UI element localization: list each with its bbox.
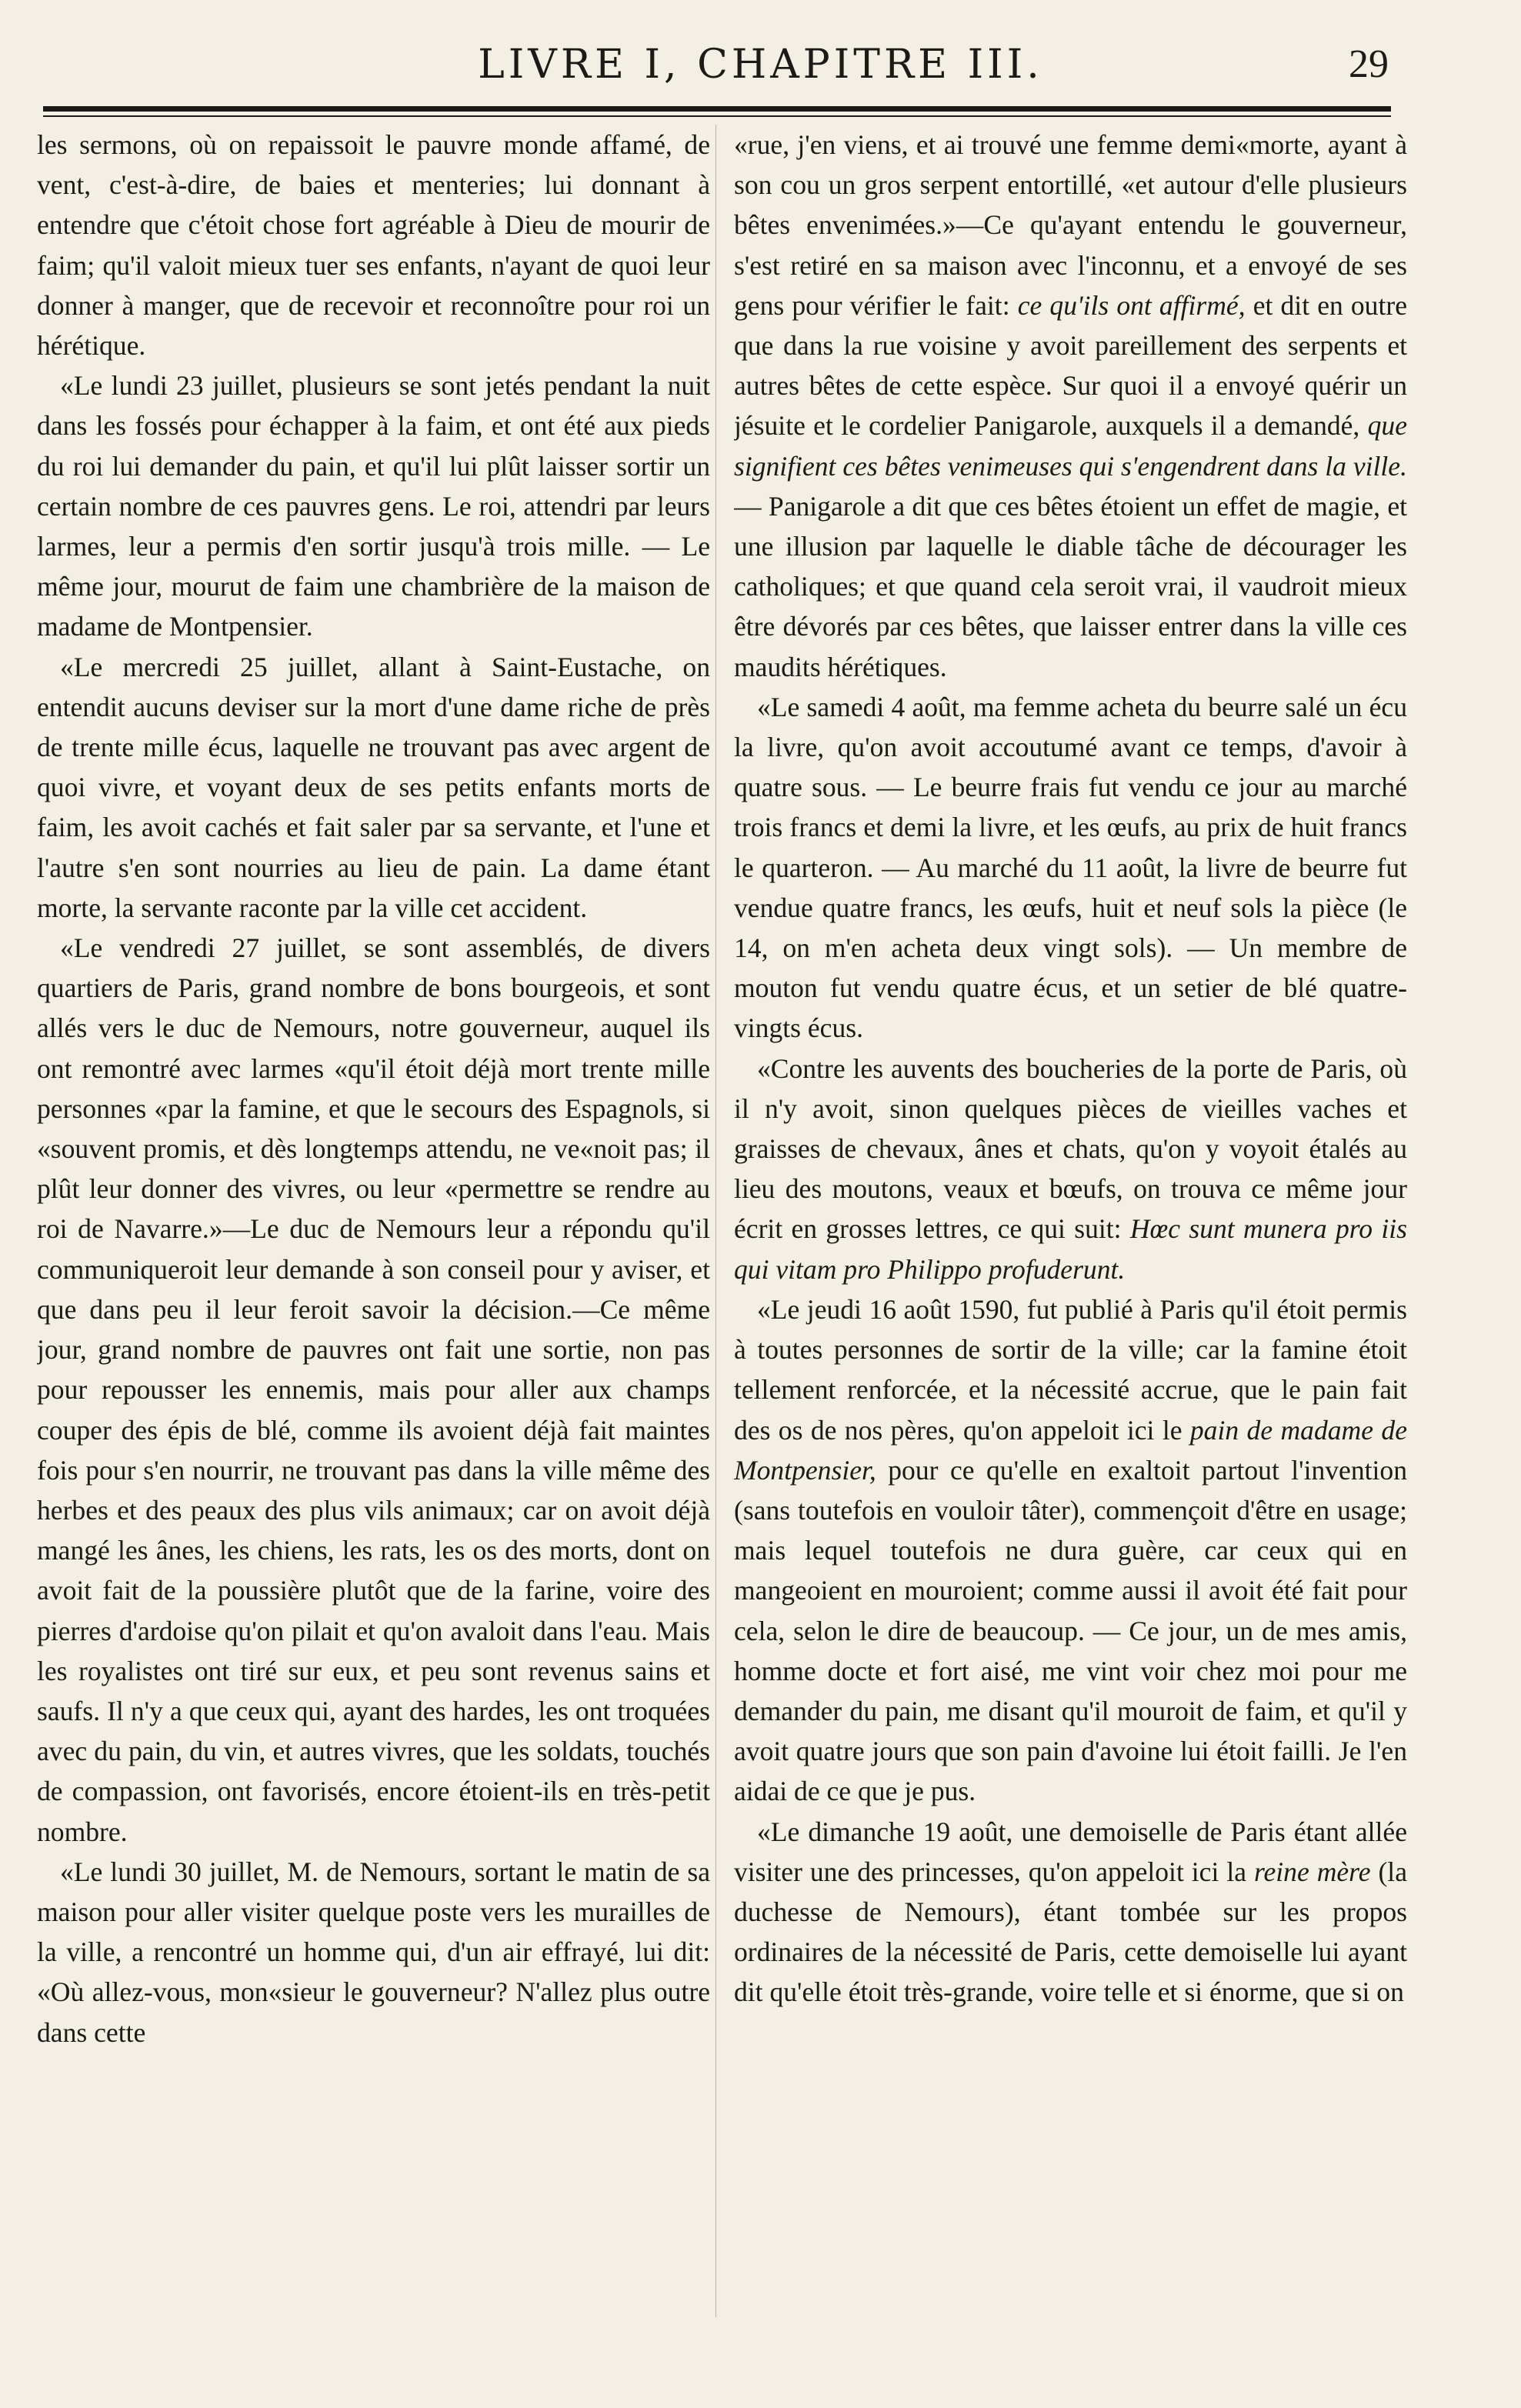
paragraph: «Le vendredi 27 juillet, se sont assemblés, de divers quartiers de Paris, grand nombre de bons bourgeois, et sont allés vers le duc de Nemours, notre gouverneur, auquel ils ont remontré avec larmes «qu'il étoit déjà mort trente mille personnes «par la famine, et que le secours des Espagnols, si «souvent promis, et dès longtemps attendu, ne ve«noit pas; il plût leur donner des vivres, ou leur «permettre se rendre au roi de Navarre.»—Le duc de Nemours leur a répondu qu'il communiqueroit leur demande à son conseil pour y aviser, et que dans peu il leur feroit savoir la décision.—Ce même jour, grand nombre de pauvres ont fait une sortie, non pas pour repousser les ennemis, mais pour aller aux champs couper des épis de blé, comme ils avoient déjà fait maintes fois pour s'en nourrir, ne trouvant pas dans la ville même des herbes et des peaux des plus vils animaux; car on avoit déjà mangé les ânes, les chiens, les rats, les os des morts, dont on avoit fait de la poussière plutôt que de la farine, voire des pierres d'ardoise qu'on pilait et qu'on avaloit dans l'eau. Mais les royalistes ont tiré sur eux, et peu sont revenus sains et saufs. Il n'y a que ceux qui, ayant des hardes, les ont troquées avec du pain, du vin, et autres vivres, que les soldats, touchés de compassion, ont favorisés, encore étoient-ils en très-petit nombre. [37,932,710,1847]
paragraph: les sermons, où on repaissoit le pauvre monde affamé, de vent, c'est-à-dire, de baies et menteries; lui donnant à entendre que c'étoit chose fort agréable à Dieu de mourir de faim; qu'il valoit mieux tuer ses enfants, n'ayant de quoi leur donner à manger, que de recevoir et reconnoître pour roi un hérétique. [37,129,710,362]
text-run: «Le samedi 4 août, ma femme acheta du beurre salé un écu la livre, qu'on avoit accoutumé avant ce temps, d'avoir à quatre sous. — Le beurre frais fut vendu ce jour au marché trois francs et demi la livre, et les œufs, au prix de huit francs le quarteron. — Au marché du 11 août, la livre de beurre fut vendue quatre francs, les œufs, huit et neuf sols la pièce (le 14, on m'en acheta deux vingt sols). — Un membre de mouton fut vendu quatre écus, et un setier de blé quatre-vingts écus. [734,691,1407,1044]
page-number: 29 [1349,42,1389,86]
text-run: «Contre les auvents des boucheries de la porte de Paris, où il n'y avoit, sinon quelques pièces de vieilles vaches et graisses de chevaux, ânes et chats, qu'on y voyoit étalés au lieu des moutons, veaux et bœufs, on trouva ce même jour écrit en grosses lettres, ce qui suit: [734,1052,1407,1245]
italic-run: pain de madame de Montpensier, [734,1414,1407,1486]
text-run: «Le jeudi 16 août 1590, fut publié à Paris qu'il étoit permis à toutes personnes de sortir de la ville; car la famine étoit tellement renforcée, et la nécessité accrue, que le pain fait des os de nos pères, qu'on appeloit ici le [734,1293,1407,1446]
header-rule [43,106,1391,112]
italic-run: Hœc sunt munera pro iis qui vitam pro Philippo profuderunt. [734,1213,1407,1285]
paragraph: «Le mercredi 25 juillet, allant à Saint-Eustache, on entendit aucuns deviser sur la mort d'une dame riche de près de trente mille écus, laquelle ne trouvant pas avec argent de quoi vivre, et voyant deux de ses petits enfants morts de faim, les avoit cachés et fait saler par sa servante, et l'une et l'autre s'en sont nourries au lieu de pain. La dame étant morte, la servante raconte par la ville cet accident. [37,651,710,923]
text-run: — Panigarole a dit que ces bêtes étoient un effet de magie, et une illusion par laquelle le diable tâche de décourager les catholiques; et que quand cela seroit vrai, il vaudroit mieux être dévorés par ces bêtes, que laisser entrer dans la ville ces maudits hérétiques. [734,490,1407,682]
paragraph [734,125,1407,687]
running-title: LIVRE I, CHAPITRE III. [478,42,1043,88]
paragraph [734,687,1407,1049]
italic-run: que signifient ces bêtes venimeuses qui s'engendrent dans la ville. [734,410,1407,482]
paragraph [734,1049,1407,1289]
page-header [0,31,1521,100]
column-divider [715,125,716,2317]
text-run: pour ce qu'elle en exaltoit partout l'invention (sans toutefois en vouloir tâter), commençoit d'être en usage; mais lequel toutefois ne dura guère, car ceux qui en mangeoient en mouroient; comme aussi il avoit été fait pour cela, selon le dire de beaucoup. — Ce jour, un de mes amis, homme docte et fort aisé, me vint voir chez moi pour me demander du pain, me disant qu'il mouroit de faim, et qu'il y avoit quatre jours que son pain d'avoine lui étoit failli. Je l'en aidai de ce que je pus. [734,1454,1407,1807]
italic-run: ce qu'ils ont affirmé, [1017,289,1246,321]
italic-run: reine mère [1253,1856,1371,1887]
text-run: «Le dimanche 19 août, une demoiselle de Paris étant allée visiter une des princesses, qu'on appeloit ici la [734,1816,1407,1887]
paragraph: «Le lundi 30 juillet, M. de Nemours, sortant le matin de sa maison pour aller visiter quelque poste vers les murailles de la ville, a rencontré un homme qui, d'un air effrayé, lui dit: «Où allez-vous, mon«sieur le gouverneur? N'allez plus outre dans cette [37,1856,710,2048]
right-column [734,125,1407,2379]
paragraph: «Le lundi 23 juillet, plusieurs se sont jetés pendant la nuit dans les fossés pour échapper à la faim, et ont été aux pieds du roi lui demander du pain, et qu'il lui plût laisser sortir un certain nombre de ces pauvres gens. Le roi, attendri par leurs larmes, leur a permis d'en sortir jusqu'à trois mille. — Le même jour, mourut de faim une chambrière de la maison de madame de Montpensier. [37,370,710,642]
text-run: (la duchesse de Nemours), étant tombée sur les propos ordinaires de la nécessité de Paris, cette demoiselle lui ayant dit qu'elle étoit très-grande, voire telle et si énorme, que si on [734,1856,1407,2008]
text-run: et dit en outre que dans la rue voisine y avoit pareillement des serpents et autres bêtes de cette espèce. Sur quoi il a envoyé quérir un jésuite et le cordelier Panigarole, auxquels il a demandé, [734,289,1407,442]
left-column [37,125,710,2379]
header-rule-thin [43,115,1391,117]
paragraph [734,1812,1407,2013]
text-run: «rue, j'en viens, et ai trouvé une femme demi«morte, ayant à son cou un gros serpent entortillé, «et autour d'elle plusieurs bêtes envenimées.»—Ce qu'ayant entendu le gouverneur, s'est retiré en sa maison avec l'inconnu, et a envoyé de ses gens pour vérifier le fait: [734,129,1407,321]
paragraph [734,1289,1407,1812]
